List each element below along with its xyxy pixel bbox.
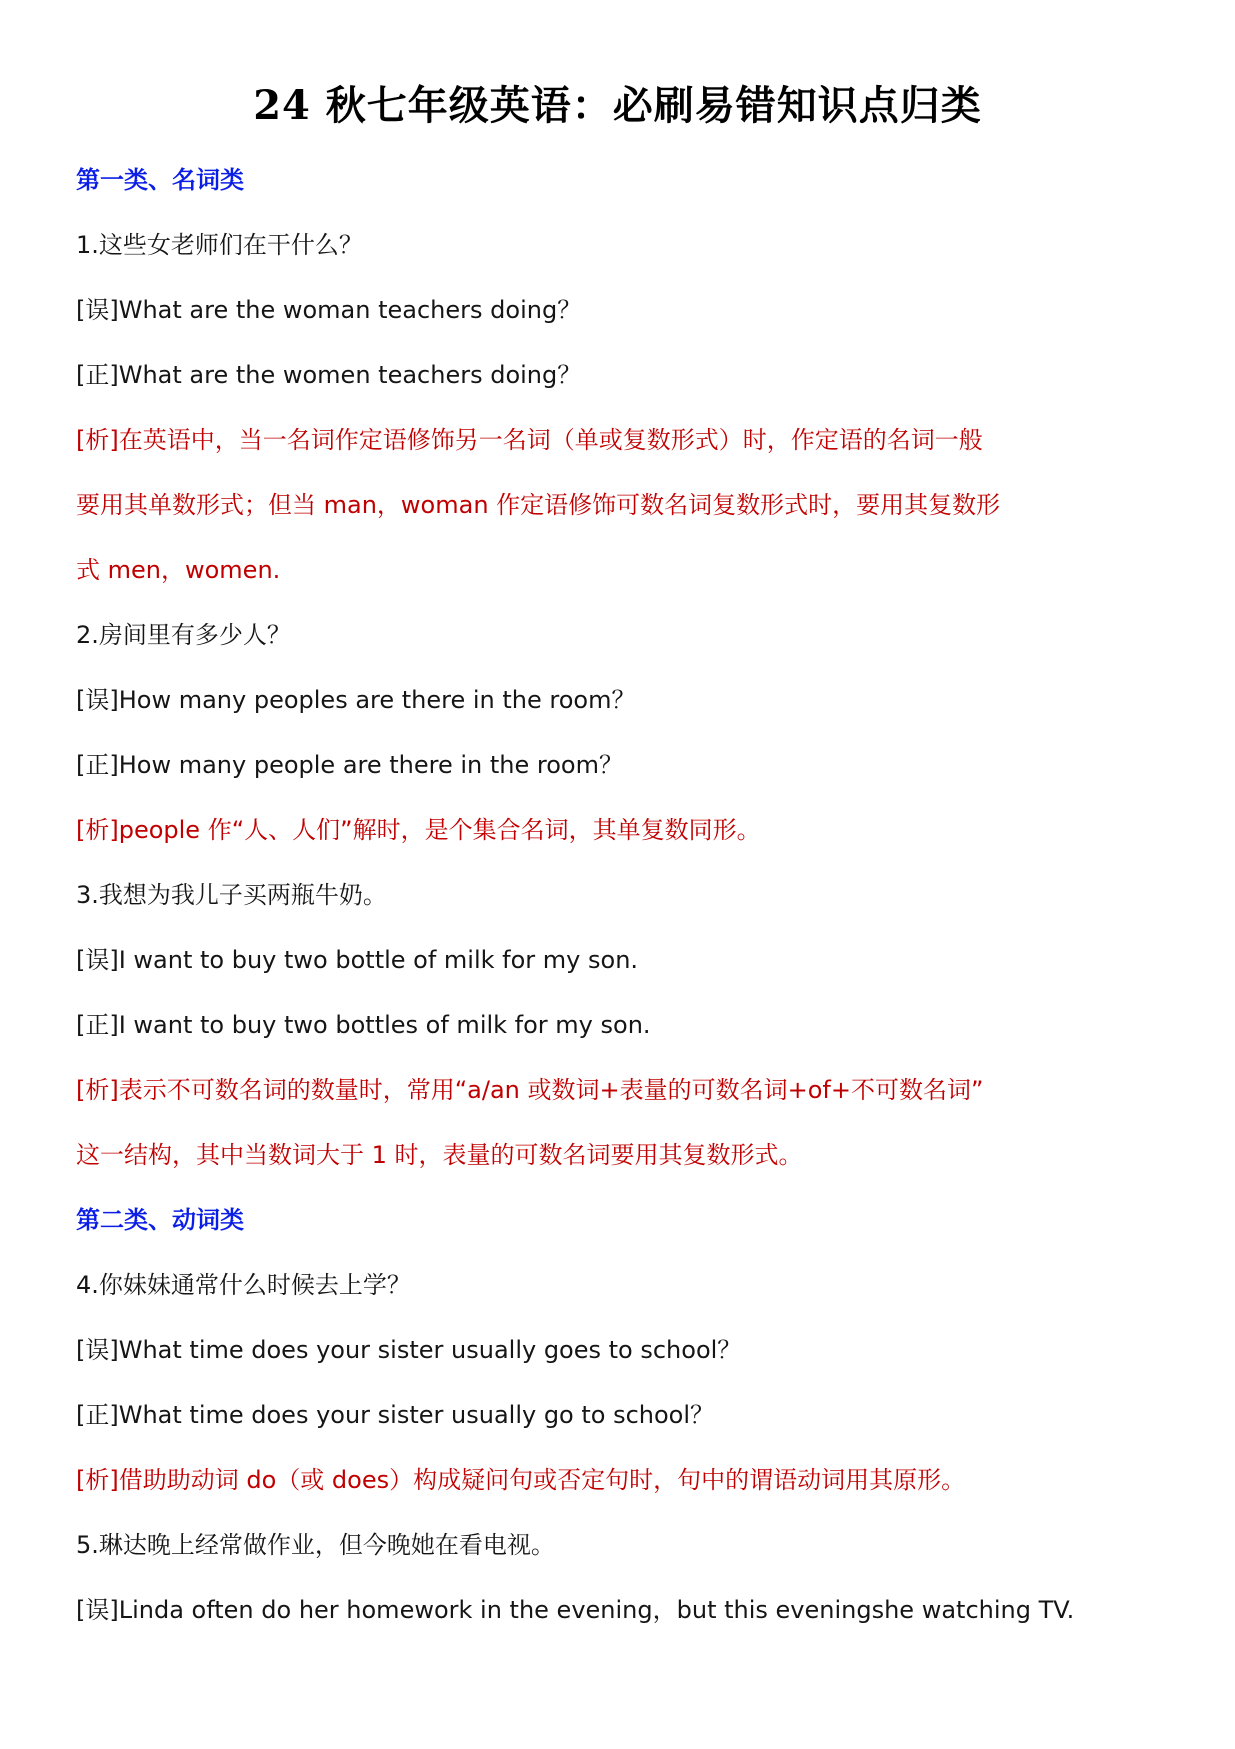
wrong-answer-4: [误]What time does your sister usually goes to school？ <box>76 1336 742 1364</box>
wrong-answer-5: [误]Linda often do her homework in the evening，but this eveningshe watching TV. <box>76 1596 1075 1624</box>
wrong-answer-2: [误]How many peoples are there in the room？ <box>76 686 636 714</box>
wrong-answer-1: [误]What are the woman teachers doing？ <box>76 296 582 324</box>
question-1: 1.这些女老师们在干什么？ <box>76 231 363 259</box>
page-title: 24 秋七年级英语：必刷易错知识点归类 <box>253 82 982 129</box>
question-5: 5.琳达晚上经常做作业，但今晚她在看电视。 <box>76 1531 555 1559</box>
document-body <box>76 148 1176 1643</box>
analysis-3-line-1: [析]表示不可数名词的数量时，常用“a/an 或数词+表量的可数名词+of+不可数名词” <box>76 1076 984 1104</box>
correct-answer-1: [正]What are the women teachers doing？ <box>76 361 582 389</box>
correct-answer-3: [正]I want to buy two bottles of milk for my son. <box>76 1011 651 1039</box>
question-4: 4.你妹妹通常什么时候去上学？ <box>76 1271 411 1299</box>
analysis-1-line-3: 式 men，women. <box>76 556 281 584</box>
section-heading-verbs: 第二类、动词类 <box>76 1206 244 1234</box>
analysis-3-line-2: 这一结构，其中当数词大于 1 时，表量的可数名词要用其复数形式。 <box>76 1141 803 1169</box>
question-2: 2.房间里有多少人？ <box>76 621 291 649</box>
correct-answer-4: [正]What time does your sister usually go to school？ <box>76 1401 715 1429</box>
correct-answer-2: [正]How many people are there in the room？ <box>76 751 623 779</box>
analysis-4: [析]借助助动词 do（或 does）构成疑问句或否定句时，句中的谓语动词用其原形。 <box>76 1466 966 1494</box>
analysis-1-line-1: [析]在英语中，当一名词作定语修饰另一名词（单或复数形式）时，作定语的名词一般 <box>76 426 983 454</box>
wrong-answer-3: [误]I want to buy two bottle of milk for my son. <box>76 946 639 974</box>
analysis-2: [析]people 作“人、人们”解时，是个集合名词，其单复数同形。 <box>76 816 761 844</box>
section-heading-nouns: 第一类、名词类 <box>76 166 244 194</box>
analysis-1-line-2: 要用其单数形式；但当 man，woman 作定语修饰可数名词复数形式时，要用其复数形 <box>76 491 1001 519</box>
question-3: 3.我想为我儿子买两瓶牛奶。 <box>76 881 387 909</box>
